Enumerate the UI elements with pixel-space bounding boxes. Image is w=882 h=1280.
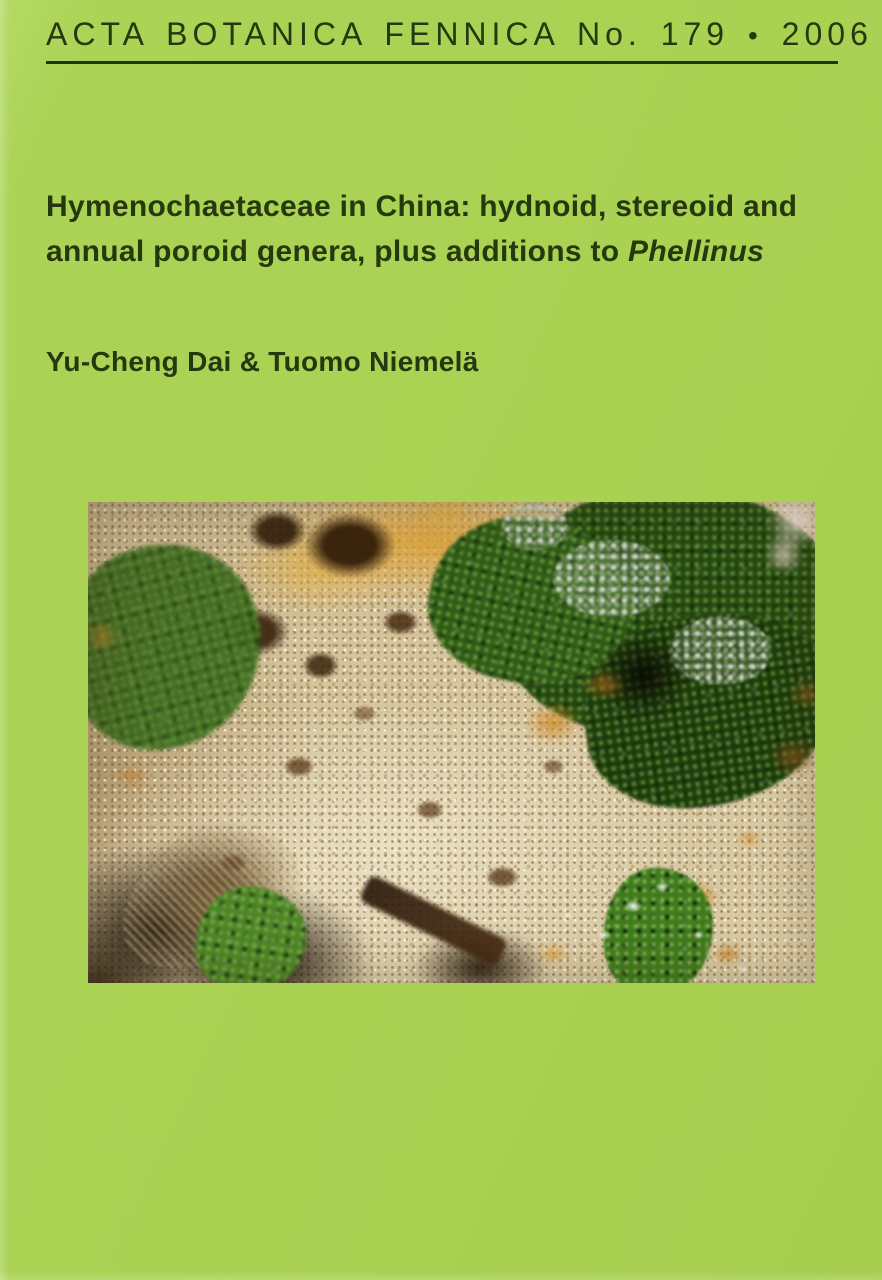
title-line-2 xyxy=(46,229,858,274)
scan-edge-highlight-left xyxy=(0,0,10,1280)
scan-edge-highlight-bottom xyxy=(0,1271,882,1280)
journal-name: ACTA BOTANICA FENNICA xyxy=(46,16,559,52)
journal-title-line xyxy=(46,16,873,53)
title-line-1: Hymenochaetaceae in China: hydnoid, stereoid and xyxy=(46,190,798,223)
monograph-title xyxy=(46,184,858,274)
title-line-2-text: annual poroid genera, plus additions to xyxy=(46,235,629,268)
cover-photo xyxy=(88,502,815,983)
masthead-rule xyxy=(46,61,838,64)
journal-issue-number: No. 179 xyxy=(577,16,730,52)
author-names: Yu-Cheng Dai & Tuomo Niemelä xyxy=(46,346,479,377)
journal-year: 2006 xyxy=(781,16,873,52)
title-genus-italic: Phellinus xyxy=(628,235,765,268)
bullet-separator: • xyxy=(747,20,763,51)
photo-vignette xyxy=(88,502,815,983)
